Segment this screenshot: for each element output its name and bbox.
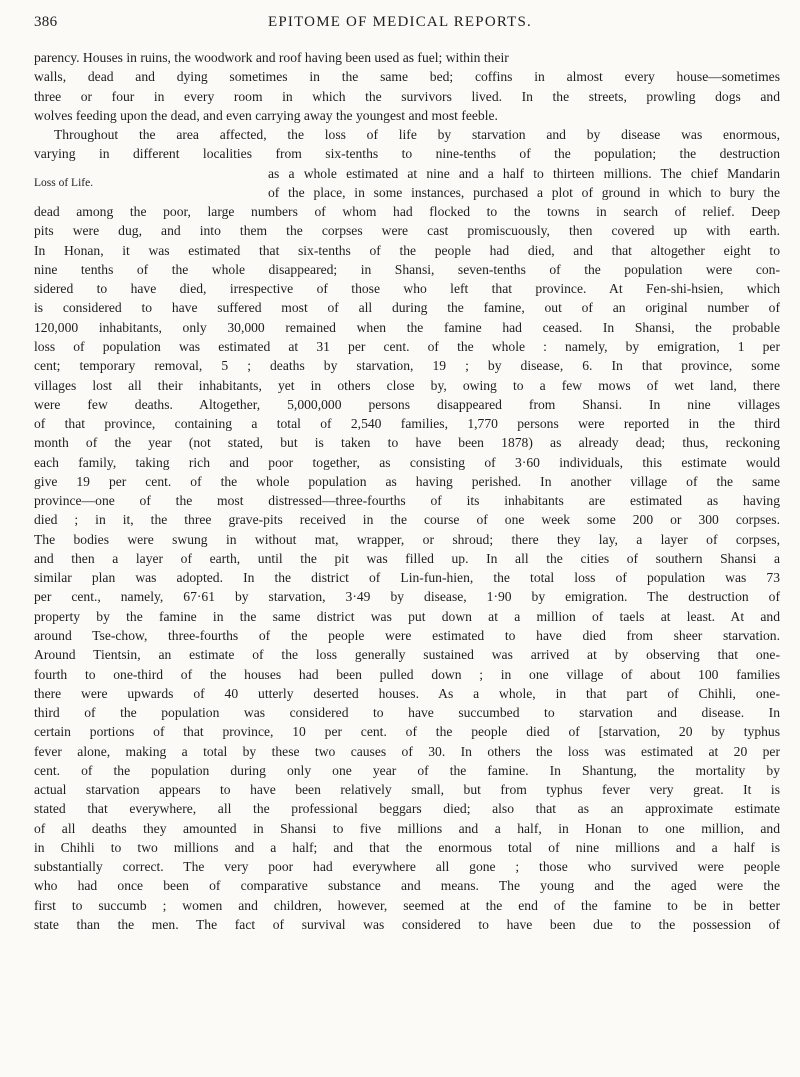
- text-line: The bodies were swung in without mat, wrapper, or shroud; there they lay, a layer of corpses,: [34, 531, 780, 547]
- text-line: month of the year (not stated, but is taken to have been 1878) as already dead; thus, reckoning: [34, 435, 780, 451]
- text-line: in Chihli to two millions and a half; and that the enormous total of nine millions and a half is: [34, 839, 780, 855]
- text-line: actual starvation appears to have been relatively small, but from typhus fever very great. It is: [34, 782, 780, 798]
- text-line: villages lost all their inhabitants, yet in others close by, owing to a few mows of wet land, there: [34, 377, 780, 393]
- text-line: of that province, containing a total of 2,540 families, 1,770 persons were reported in the third: [34, 416, 780, 432]
- text-line: three or four in every room in which the survivors lived. In the streets, prowling dogs and: [34, 88, 780, 104]
- text-line: each family, taking rich and poor together, as consisting of 3·60 individuals, this estimate would: [34, 454, 780, 470]
- text-line: pits were dug, and into them the corpses were cast promiscuously, then covered up with earth.: [34, 223, 780, 239]
- text-line: parency. Houses in ruins, the woodwork and roof having been used as fuel; within their: [34, 50, 509, 65]
- text-line: property by the famine in the same district was put down at a million of taels at least. At and: [34, 608, 780, 624]
- text-line: Throughout the area affected, the loss of life by starvation and by disease was enormous,: [54, 127, 780, 143]
- text-line: first to succumb ; women and children, however, seemed at the end of the famine to be in better: [34, 897, 780, 913]
- text-line: substantially correct. The very poor had everywhere all gone ; those who survived were people: [34, 859, 780, 875]
- text-line: there were upwards of 40 utterly deserted houses. As a whole, in that part of Chihli, one-: [34, 685, 780, 701]
- text-line: certain portions of that province, 10 per cent. of the people died of [starvation, 20 by typhus: [34, 724, 780, 740]
- text-line: and then a layer of earth, until the pit was filled up. In all the cities of southern Shansi a: [34, 550, 780, 566]
- text-line: fever alone, making a total by these two causes of 30. In others the loss was estimated at 20 per: [34, 743, 780, 759]
- text-line: fourth to one-third of the houses had been pulled down ; in one village of about 100 families: [34, 666, 780, 682]
- text-line: state than the men. The fact of survival was considered to have been due to the possession of: [34, 916, 780, 932]
- text-line: Around Tientsin, an estimate of the loss generally sustained was arrived at by observing that one-: [34, 647, 780, 663]
- text-line: died ; in it, the three grave-pits received in the course of one week some 200 or 300 corpses.: [34, 512, 780, 528]
- text-line: 120,000 inhabitants, only 30,000 remained when the famine had ceased. In Shansi, the probable: [34, 319, 780, 335]
- text-line: varying in different localities from six-tenths to nine-tenths of the population; the destruction: [34, 146, 780, 162]
- running-title: EPITOME OF MEDICAL REPORTS.: [267, 14, 533, 30]
- text-line: stated that everywhere, all the professional beggars died; also that as an approximate estimate: [34, 801, 780, 817]
- text-line: who had once been of comparative substance and means. The young and the aged were the: [34, 878, 780, 894]
- text-line: sidered to have died, irrespective of those who left that province. At Fen-shi-hsien, which: [34, 281, 780, 297]
- text-line: is considered to have suffered most of all during the famine, out of an original number of: [34, 300, 780, 316]
- text-line: cent; temporary removal, 5 ; deaths by starvation, 19 ; by disease, 6. In that province, some: [34, 358, 780, 374]
- text-line: [34, 164, 780, 189]
- text-line: wolves feeding upon the dead, and even carrying away the youngest and most feeble.: [34, 107, 498, 123]
- text-line: of all deaths they amounted in Shansi to five millions and a half, in Honan to one million, and: [34, 820, 780, 836]
- text-line: around Tse-chow, three-fourths of the people were estimated to have died from sheer starvation.: [34, 627, 780, 643]
- text-line: In Honan, it was estimated that six-tenths of the people had died, and that altogether eight to: [34, 242, 780, 258]
- body-text: [34, 48, 780, 934]
- text-line: similar plan was adopted. In the district of Lin-fun-hien, the total loss of population was 73: [34, 570, 780, 586]
- text-line: province—one of the most distressed—three-fourths of its inhabitants are estimated as having: [34, 493, 780, 509]
- text-line: dead among the poor, large numbers of whom had flocked to the towns in search of relief. Deep: [34, 204, 780, 220]
- text-line: walls, dead and dying sometimes in the same bed; coffins in almost every house—sometimes: [34, 69, 780, 85]
- text-line: were few deaths. Altogether, 5,000,000 persons disappeared from Shansi. In nine villages: [34, 396, 780, 412]
- text-line-content: as a whole estimated at nine and a half to thirteen millions. The chief Mandarin: [268, 165, 780, 181]
- text-line: nine tenths of the whole disappeared; in Shansi, seven-tenths of the population were con-: [34, 261, 780, 277]
- page-number: 386: [34, 14, 58, 30]
- text-line: third of the population was considered to have succumbed to starvation and disease. In: [34, 705, 780, 721]
- text-line: loss of population was estimated at 31 per cent. of the whole : namely, by emigration, 1 per: [34, 338, 780, 354]
- side-note: Loss of Life.: [34, 176, 94, 189]
- text-line: of the place, in some instances, purchased a plot of ground in which to bury the: [268, 184, 780, 200]
- text-line: cent. of the population during only one year of the famine. In Shantung, the mortality by: [34, 762, 780, 778]
- text-line: give 19 per cent. of the whole population as having perished. In another village of the same: [34, 473, 780, 489]
- text-line: per cent., namely, 67·61 by starvation, 3·49 by disease, 1·90 by emigration. The destruction of: [34, 589, 780, 605]
